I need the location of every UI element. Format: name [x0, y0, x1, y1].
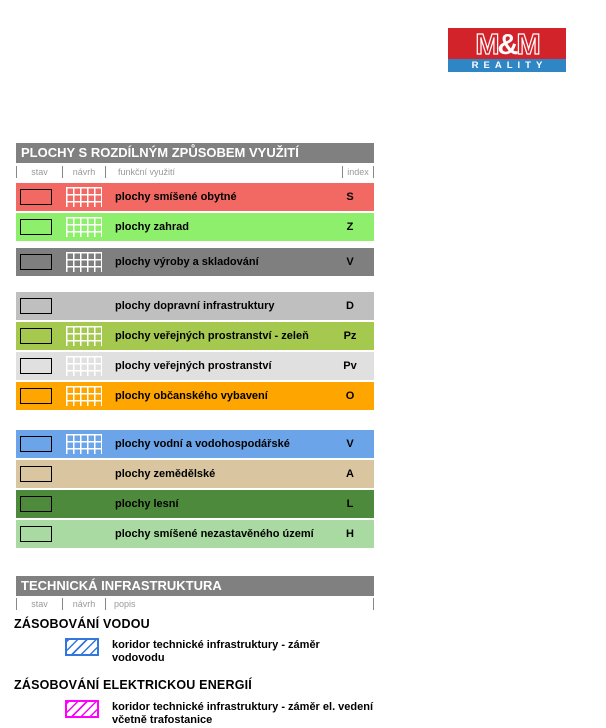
legend-row-zemedelske [16, 460, 374, 488]
row-index: D [346, 300, 354, 312]
legend-row-vodni [16, 430, 374, 458]
legend-row-lesni [16, 490, 374, 518]
legend-row-nezastavene-uzemi [16, 520, 374, 548]
legend-group-krajina [16, 430, 374, 548]
legend-block [16, 143, 374, 727]
stav-swatch [20, 466, 52, 482]
row-label: plochy smíšené nezastavěného území [115, 528, 314, 540]
row-label: plochy veřejných prostranství [115, 360, 272, 372]
navrh-grid-hatch [66, 252, 102, 272]
legend-row-obcanske-vybaveni [16, 382, 374, 410]
stav-swatch [20, 526, 52, 542]
diagonal-hatch-swatch-blue [65, 638, 99, 656]
stav-swatch [20, 328, 52, 344]
column-header-plochy [16, 163, 374, 181]
tech-item-el-vedeni [65, 700, 374, 727]
legend-row-prostranstvi-zelen [16, 322, 374, 350]
row-index: L [346, 498, 354, 510]
mm-logo-mark [448, 28, 566, 59]
svg-text:M&M [475, 29, 539, 59]
legend-group-infrastruktura [16, 292, 374, 410]
stav-swatch [20, 358, 52, 374]
row-index: S [346, 191, 354, 203]
row-label: plochy lesní [115, 498, 179, 510]
logo-reality-bar: REALITY [448, 59, 566, 72]
logo-ampersand: & [497, 29, 517, 59]
legend-row-zahrad [16, 213, 374, 241]
legend-row-dopravni [16, 292, 374, 320]
legend-group-vyroba [16, 248, 374, 276]
column-label-stav: stav [31, 599, 48, 609]
navrh-grid-hatch [66, 356, 102, 376]
section-header-plochy: PLOCHY S ROZDÍLNÝM ZPŮSOBEM VYUŽITÍ [16, 143, 374, 163]
tech-item-vodovod [65, 638, 374, 665]
row-label: plochy zahrad [115, 221, 189, 233]
column-label-navrh: návrh [72, 599, 96, 609]
legend-row-vyroby-skladovani [16, 248, 374, 276]
column-label-stav: stav [31, 167, 48, 177]
stav-swatch [20, 219, 52, 235]
row-label: plochy občanského vybavení [115, 390, 268, 402]
subsection-zasobovani-energii: ZÁSOBOVÁNÍ ELEKTRICKOU ENERGIÍ [14, 678, 252, 692]
logo-m-right: M [516, 29, 539, 59]
row-index: V [346, 256, 354, 268]
column-header-technicka [16, 596, 374, 612]
stav-swatch [20, 496, 52, 512]
navrh-grid-hatch [66, 326, 102, 346]
column-label-funkcni-vyuziti: funkční využití [118, 167, 176, 177]
stav-swatch [20, 189, 52, 205]
legend-group-obytne [16, 183, 374, 241]
mm-reality-logo [448, 28, 566, 72]
column-label-navrh: návrh [72, 167, 96, 177]
row-label: plochy dopravní infrastruktury [115, 300, 275, 312]
tech-item-label: koridor technické infrastruktury - záměr vodovodu [112, 639, 320, 664]
tech-item-label: koridor technické infrastruktury - záměr el. vedení včetně trafostanice [112, 701, 374, 726]
logo-m-left: M [475, 29, 498, 59]
row-label: plochy veřejných prostranství - zeleň [115, 330, 309, 342]
subsection-zasobovani-vodou: ZÁSOBOVÁNÍ VODOU [14, 617, 150, 631]
row-index: H [346, 528, 354, 540]
legend-row-prostranstvi [16, 352, 374, 380]
row-index: O [345, 390, 355, 402]
row-index: Pv [343, 360, 357, 372]
row-label: plochy výroby a skladování [115, 256, 259, 268]
row-label: plochy zemědělské [115, 468, 216, 480]
navrh-grid-hatch [66, 434, 102, 454]
navrh-grid-hatch [66, 217, 102, 237]
stav-swatch [20, 388, 52, 404]
diagonal-hatch-swatch-magenta [65, 700, 99, 718]
legend-row-smisene-obytne [16, 183, 374, 211]
row-label: plochy vodní a vodohospodářské [115, 438, 290, 450]
row-index: Pz [343, 330, 357, 342]
row-index: V [346, 438, 354, 450]
row-label: plochy smíšené obytné [115, 191, 237, 203]
stav-swatch [20, 254, 52, 270]
column-label-index: index [347, 167, 369, 177]
navrh-grid-hatch [66, 187, 102, 207]
column-divider [373, 598, 374, 610]
row-index: Z [346, 221, 354, 233]
row-index: A [346, 468, 354, 480]
column-divider [373, 166, 374, 178]
stav-swatch [20, 298, 52, 314]
section-header-technicka: TECHNICKÁ INFRASTRUKTURA [16, 576, 374, 596]
stav-swatch [20, 436, 52, 452]
column-label-popis: popis [114, 599, 136, 609]
navrh-grid-hatch [66, 386, 102, 406]
